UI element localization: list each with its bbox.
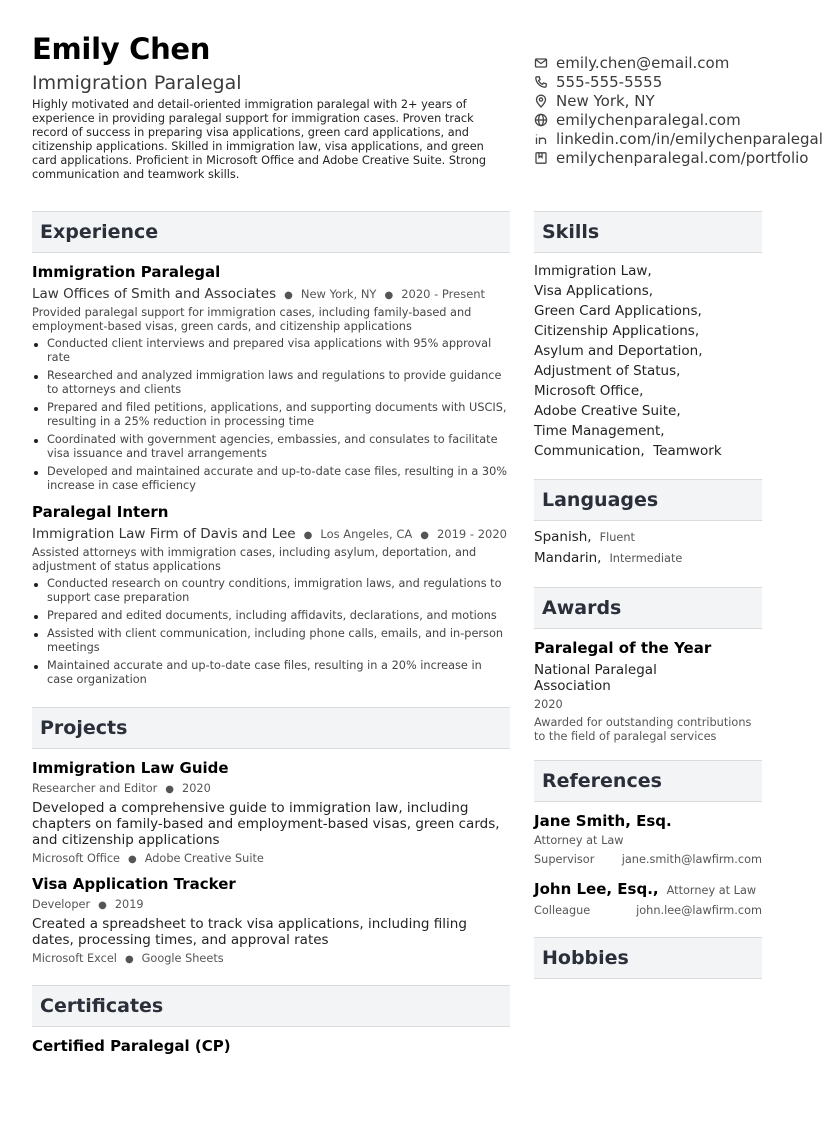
bullet-item: Prepared and filed petitions, applications, and supporting documents with USCIS, resulting in a 25% reduction in processing time <box>32 401 510 429</box>
project-role: Developer <box>32 898 91 911</box>
award-org: National Paralegal Association <box>534 662 657 694</box>
award-year: 2020 <box>534 698 563 711</box>
skill-item: Microsoft Office, <box>534 383 644 399</box>
skill-item: Communication, <box>534 443 645 459</box>
reference-entry <box>534 812 762 866</box>
reference-row <box>534 904 762 917</box>
section-heading-projects: Projects <box>32 707 510 749</box>
contact-website[interactable] <box>534 110 794 129</box>
separator-dot: ● <box>284 290 293 301</box>
separator-dot: ● <box>98 900 107 911</box>
reference-name: Jane Smith, Esq. <box>534 812 672 830</box>
section-heading-certificates: Certificates <box>32 985 510 1027</box>
job-dates: 2020 - Present <box>401 287 486 301</box>
language-item <box>534 548 762 569</box>
language-item <box>534 527 762 548</box>
separator-dot: ● <box>124 954 134 965</box>
experience-entry <box>32 263 510 493</box>
job-description: Provided paralegal support for immigration cases, including family-based and employment-based visas, green cards, and citizenship applications <box>32 306 472 333</box>
skill-item: Asylum and Deportation, <box>534 343 703 359</box>
project-description: Created a spreadsheet to track visa applications, including filing dates, processing times, and approval rates <box>32 916 467 948</box>
job-dates: 2019 - 2020 <box>436 527 507 541</box>
separator-dot: ● <box>127 854 137 865</box>
project-year: 2019 <box>114 898 144 911</box>
skill-item: Adjustment of Status, <box>534 363 681 379</box>
section-heading-skills: Skills <box>534 211 762 253</box>
job-location: New York, NY <box>300 287 377 301</box>
contact-portfolio[interactable] <box>534 148 809 167</box>
skill-item: Visa Applications, <box>534 283 654 299</box>
skills-list <box>534 261 762 461</box>
job-title: Immigration Paralegal <box>32 263 221 281</box>
skill-item: Citizenship Applications, <box>534 323 700 339</box>
phone-icon <box>534 75 548 89</box>
job-bullets <box>32 337 510 493</box>
skill-item: Immigration Law, <box>534 263 652 279</box>
bullet-item: Prepared and edited documents, including affidavits, declarations, and motions <box>32 609 510 623</box>
contact-website-text: emilychenparalegal.com <box>556 110 741 129</box>
project-meta <box>32 782 510 795</box>
bullet-item: Conducted research on country conditions, immigration laws, and regulations to support case preparation <box>32 577 510 605</box>
project-title: Immigration Law Guide <box>32 759 229 777</box>
project-role: Researcher and Editor <box>32 782 158 795</box>
project-tool: Microsoft Office <box>32 852 120 865</box>
award-entry <box>534 639 762 744</box>
experience-entry <box>32 503 510 687</box>
summary: Highly motivated and detail-oriented immigration paralegal with 2+ years of experience in providing paralegal support for immigration cases. Proven track record of success in preparing visa applications, green card applications, and citizenship applications. Skilled in immigration law, visa applications, and green card applications. Proficient in Microsoft Office and Adobe Creative Suite. Strong communication and teamwork skills. <box>32 98 487 181</box>
contact-linkedin-text: linkedin.com/in/emilychenparalegal <box>556 129 823 148</box>
company-name: Law Offices of Smith and Associates <box>32 286 277 302</box>
contact-email-text: emily.chen@email.com <box>556 53 730 72</box>
job-bullets <box>32 577 510 687</box>
contact-list <box>534 53 823 167</box>
contact-phone-text: 555-555-5555 <box>556 72 663 91</box>
separator-dot: ● <box>420 530 429 541</box>
skill-item-row <box>534 441 762 461</box>
project-entry <box>32 875 510 965</box>
award-title: Paralegal of the Year <box>534 639 712 657</box>
separator-dot: ● <box>303 530 313 541</box>
location-pin-icon <box>534 94 548 108</box>
section-heading-hobbies: Hobbies <box>534 937 762 979</box>
project-title: Visa Application Tracker <box>32 875 236 893</box>
section-heading-references: References <box>534 760 762 802</box>
job-meta <box>32 286 510 302</box>
skill-item: Green Card Applications, <box>534 303 702 319</box>
contact-location-text: New York, NY <box>556 91 655 110</box>
globe-icon <box>534 113 548 127</box>
language-name: Mandarin, <box>534 550 602 566</box>
project-meta <box>32 898 510 911</box>
separator-dot: ● <box>384 290 394 301</box>
bullet-item: Developed and maintained accurate and up-to-date case files, resulting in a 30% increase in case efficiency <box>32 465 510 493</box>
right-column <box>534 211 762 979</box>
project-tools <box>32 852 510 865</box>
reference-row <box>534 880 762 898</box>
job-meta <box>32 526 510 542</box>
reference-relation: Supervisor <box>534 853 595 866</box>
bullet-item: Coordinated with government agencies, embassies, and consulates to facilitate visa issuance and travel arrangements <box>32 433 510 461</box>
company-name: Immigration Law Firm of Davis and Lee <box>32 526 296 542</box>
candidate-name: Emily Chen <box>32 32 211 66</box>
reference-email[interactable]: jane.smith@lawfirm.com <box>621 853 762 866</box>
reference-name: John Lee, Esq., <box>534 880 659 898</box>
section-heading-experience: Experience <box>32 211 510 253</box>
reference-email[interactable]: john.lee@lawfirm.com <box>636 904 762 917</box>
email-icon <box>534 56 548 70</box>
certificate-title: Certified Paralegal (CP) <box>32 1037 231 1055</box>
project-year: 2020 <box>182 782 211 795</box>
project-tool: Google Sheets <box>141 952 224 965</box>
portfolio-icon <box>534 151 548 165</box>
project-tool: Adobe Creative Suite <box>144 852 264 865</box>
project-description: Developed a comprehensive guide to immigration law, including chapters on family-based and employment-based visas, green cards, and citizenship applications <box>32 800 500 848</box>
linkedin-icon <box>534 132 548 146</box>
left-column <box>32 211 510 1055</box>
bullet-item: Conducted client interviews and prepared visa applications with 95% approval rate <box>32 337 510 365</box>
bullet-item: Assisted with client communication, including phone calls, emails, and in-person meetings <box>32 627 510 655</box>
language-name: Spanish, <box>534 529 592 545</box>
bullet-item: Maintained accurate and up-to-date case files, resulting in a 20% increase in case organization <box>32 659 510 687</box>
reference-title: Attorney at Law <box>534 834 624 847</box>
contact-portfolio-text: emilychenparalegal.com/portfolio <box>556 148 809 167</box>
section-heading-languages: Languages <box>534 479 762 521</box>
contact-phone[interactable] <box>534 72 794 91</box>
reference-entry <box>534 880 762 917</box>
skill-item: Teamwork <box>653 443 722 459</box>
separator-dot: ● <box>165 784 175 795</box>
candidate-title: Immigration Paralegal <box>32 72 242 94</box>
skill-item: Adobe Creative Suite, <box>534 403 681 419</box>
reference-title: Attorney at Law <box>666 884 757 897</box>
project-tool: Microsoft Excel <box>32 952 117 965</box>
project-entry <box>32 759 510 865</box>
reference-row <box>534 853 762 866</box>
bullet-item: Researched and analyzed immigration laws and regulations to provide guidance to attorneys and clients <box>32 369 510 397</box>
job-location: Los Angeles, CA <box>320 527 413 541</box>
skill-item: Time Management, <box>534 423 665 439</box>
section-heading-awards: Awards <box>534 587 762 629</box>
award-description: Awarded for outstanding contributions to the field of paralegal services <box>534 716 752 743</box>
languages-list <box>534 527 762 569</box>
contact-linkedin[interactable] <box>534 129 823 148</box>
language-level: Intermediate <box>609 552 683 565</box>
job-title: Paralegal Intern <box>32 503 169 521</box>
project-tools <box>32 952 510 965</box>
language-level: Fluent <box>599 531 635 544</box>
reference-relation: Colleague <box>534 904 591 917</box>
contact-email[interactable] <box>534 53 794 72</box>
contact-location <box>534 91 794 110</box>
job-description: Assisted attorneys with immigration cases, including asylum, deportation, and adjustment of status applications <box>32 546 477 573</box>
